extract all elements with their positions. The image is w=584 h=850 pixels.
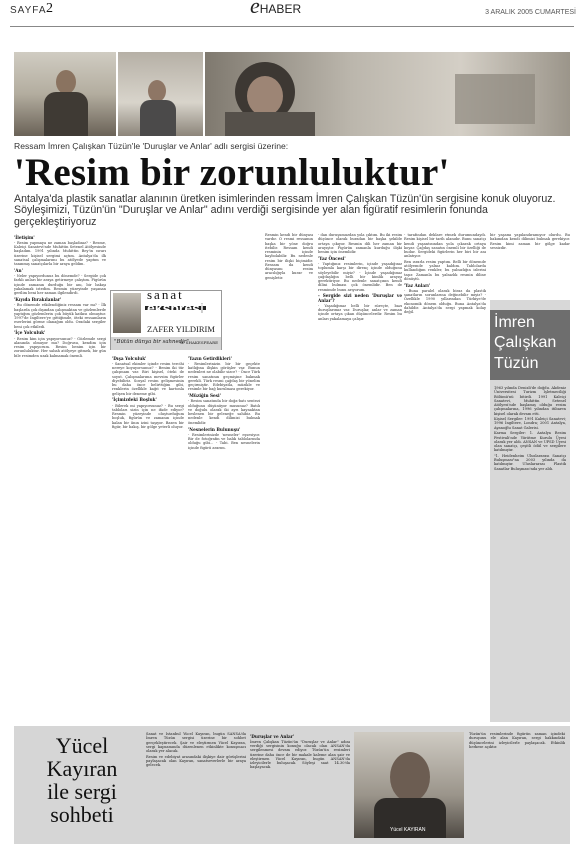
bio-name-3: Tüzün [494, 355, 539, 372]
subhead-icimizdeki-bosluk: 'İçimizdeki Boşluk' [112, 397, 157, 403]
article-kicker: Ressam İmren Çalışkan Tüzün'le 'Duruşlar ve Anlar' adlı sergisi üzerine: [14, 141, 289, 151]
yucel-kayiran-photo [354, 732, 464, 838]
section-label: SAYFA [10, 5, 47, 16]
column-title-suffix: i [199, 300, 204, 316]
box-title-line-3: ile sergi [47, 779, 117, 804]
article-column-2: 'Dışa Yolculuk' - Sanatsal ekimler içinde resim tercihi nereye koyuyorsunuz? - Benim iki tür çalışmam var. Biri kişisel, öteki de soyut. Çalışmalarıma mevsim figürler diyebiliriz. Sosyal resim gelişmesinin bu daha önce belirttiğim gibi, renklerin özellikle kağıt ve kartonla gelişen bir deneme gibi. 'İçimizdeki Boşluk' - Bilerek mi yapıyorsunuz? - Bu sergi tabloları sizin için ne ifade ediyor? Resmin yüzeyinde oluşturduğum boşluk, figürün ve zamanın içinde kalan bir ânın izini taşıyor. Bazen bir figür, bir bakış, bir gölge yeterli oluyor. [112, 355, 184, 429]
artist-main-photo [205, 52, 570, 136]
box-column-3: Tüzün'ün resimlerinde figürün zaman içindeki duruşunu ele alan Kayıran, sergi hakkındaki düşüncelerini izleyicilerle paylaşacak. Etkinlik herkese açıktır. [469, 732, 565, 749]
column-motto-author: W. SHAKESPEARE [179, 340, 218, 345]
subhead-yazin-getirdikleri: 'Yazın Getirdikleri' [188, 355, 232, 361]
box-title-line-1: Yücel [55, 733, 109, 758]
subhead-kiyida: 'Kıyıda Bırakılanlar' [14, 297, 62, 303]
box-subhead: 'Duruşlar ve Anlar' [250, 733, 295, 739]
article-column-6: bir yaşamı yapılandıramıyor olurdu. Bu bakımdan kendi dilimizi bulmak gerekiyor. Resim kimi zaman bir gölge kadar sessizdir. [490, 233, 570, 250]
article-lead: Antalya'da plastik sanatlar alanının üretken isimlerinden ressam İmren Çalışkan Tüzün'ün sergisine konuk oluyoruz. Söyleşimizi, Tüzün'ün "Duruşlar ve Anlar" adını verdiği sergisinde yer alan figüratif resimlerin fonunda gerçekleştiriyoruz [14, 193, 556, 228]
logo-e: e [250, 0, 260, 18]
columnist-photo [113, 293, 141, 333]
column-header-box [110, 287, 222, 350]
header-rule [10, 26, 574, 27]
column-motto-bar [111, 337, 221, 350]
box-title-line-4: sohbeti [50, 802, 114, 827]
box-column-1: Sanat ve İstanbul Yücel Kayıran, bugün SANSA'da İmren Tüzün sergisi üzerine bir sohbet gerçekleştirecek. Şair ve eleştirmen Yücel Kayıran, sergi kapsamında düzenlenen etkinlikte konuşmacı olarak yer alacak. Resim ve edebiyat arasındaki ilişkiye dair görüşlerini paylaşacak olan Kayıran, sanatseverlerle bir araya gelecek. [146, 732, 246, 768]
subhead-ice-yolculuk: 'İçe Yolculuk' [14, 330, 46, 336]
subhead-disa-yolculuk: 'Dışa Yolculuk' [112, 355, 147, 361]
box-title [22, 734, 142, 826]
issue-date: 3 ARALIK 2005 CUMARTESİ [485, 9, 576, 16]
article-headline: 'Resim bir zorunluluktur' [14, 151, 450, 194]
photo-caption: Yücel KAYIRAN [390, 827, 426, 833]
artist-portrait-photo [14, 52, 116, 136]
column-title-bottom [145, 300, 206, 316]
logo-rest: HABER [259, 2, 302, 16]
bio-title [490, 310, 570, 380]
article-column-4-top: Resmin kendi bir dünyası vardır. O resmi ressamın başka bir yöne doğru itebilir. Ressam kendi resminin içinde kaybolabilir. Bu nedenle resim bir ilişki biçimidir. Ressam da kendi dünyasını resim aracılığıyla kurar ve genişletir. [265, 233, 313, 280]
subhead-yaz-anlari: 'Yaz Anları' [404, 282, 431, 288]
page-number: 2 [46, 1, 53, 16]
subhead-iletisim: 'İletişim' [14, 234, 35, 240]
subhead-nesnelerin-bulunusu: 'Nesnelerin Bulunuşu' [188, 426, 241, 432]
article-column-3: 'Yazın Getirdikleri' - Resimlerinizin bir bir geçekte katlığına ilişkin görüşler var. Bunun nedenleri ne olabilir sizce? - Önce Türk resim sanatının geçmişine bakmak gerekli. Türk resmi çağdaş bir yönelim geçirmiştir. Edebiyatla, müzikle ve resimle bir bağ kurulması gerekiyor. 'Müziğin Sesi' - Resim sanatında bir doğa-batı sentezi olduğunu düşünüyor musunuz? Batılı ve doğulu olarak iki ayrı kaynaktan beslenen bir geleneğe sahibiz. Bu nedenle kendi dilimizi bulmak önemlidir. 'Nesnelerin Bulunuşu' - Resimlerinizde 'nesneler' eşsesiyor. Bir de fotoğrafın ve balık tablolarında olduğu gibi... - Tabi. Ben nesnelerin içinde figürü ararım. [188, 355, 260, 450]
page-header [10, 0, 576, 26]
bio-text: 1963 yılında Denizli'de doğdu. Akdeniz Üniversitesi Turizm İşletmeciliği Bölümü'nü bitirdi. 1991 Kaleiçi Sanatevi, Muhittin Setenel Atölyesi'nde başlamış olduğu resim çalışmalarına, 1996 yılından itibaren kişisel olarak devam etti. Kişisel Sergiler: 1991 Kaleiçi Sanatevi; 1996 İngiltere, Londra; 2001 Antalya, Ayanoğlu Sanat Galerisi. Karma Sergiler: 1. Antalya Resim Festivali'nde Yürütme Kurulu Üyesi olarak yer aldı. ANSAN ve UPSD Üyesi olan sanatçı, çeşitli ödül ve sergilere katılmıştır. "1. Heidenheim Uluslararası Sanatçı Buluşması"na 2003 yılında da katılmıştır. Uluslararası Plastik Sanatlar Buluşması'nda yer aldı. [494, 386, 566, 471]
artist-desk-photo [118, 52, 203, 136]
column-title-top: sanat [147, 287, 184, 302]
column-title-word: ekspres [147, 300, 200, 316]
box-column-2: 'Duruşlar ve Anlar' İmren Çalışkan Tüzün'ün "Duruşlar ve Anlar" adını verdiği sergisinin konuğu olacak olan ANSAN'da sergilenmesi devam ediyor. Tüzün'ün resimleri üzerine daha önce de bir makale kaleme alan şair ve eleştirmen Yücel Kayıran, bugün ANSAN'da izleyicilerle buluşacak. Söyleşi saat 14.30'da başlayacak. [250, 733, 350, 770]
article-column-1: 'İletişim' - Resim yapmaya ne zaman başladınız? - Resme, Kaleiçi Sanatevi'nde Muhittin Setenel Atölyesinde başladım. 1991 yılında Muhittin Bey'in ısrarı üzerine kişisel sergimi açtım. Antalya'da ilk sanatsal çalışmalarımı bu atölyede yaptım ve tanınmış sanatçılarla bir araya geldim. 'An' - Neler yapıyordunuz bu dönemde? - Sergide çok farklı anları bir araya getirmeye çalıştım. Figürün içinde zamanın durduğu bir anı, bir bakışı yakalamak istedim. Resmin yüzeyinde yaşanan gerilim beni her zaman ilgilendirdi. 'Kıyıda Bırakılanlar' - Bu dönemde etkilendiğiniz ressam var mı? - İlk başlarda çok dışından çalışmaktan ve gözlemlerde yaptığım gözlemlerin çok büyük katkısı olmuştur. 1997'de İngiltere'ye gittiğimde, öteki ressamların eserlerini görme olanağım oldu. Oradaki sergiler beni çok etkiledi. 'İçe Yolculuk' - Resim kim için yapıyorsunuz? - Gözlemde sergi alanında olmuyor mu? Doğrusu, kendim için resim yapıyorum. Resim benim için bir zorunluluktur. Her sabah atölyeye gitmek, bir gün bile resimden uzak kalmamak önemli. [14, 234, 106, 358]
column-motto: "Bütün dünya bir sahnedir" [114, 339, 189, 345]
subhead-sergide-anlar: - Sergide sizi neden 'Duruşlar ve Anlar'? [318, 293, 402, 303]
article-column-5: - tarafından deklare etmek durumundaydı. Resim kişisel bir tarih alanıdır. Bunu sanatçı kendi yaşantısından yola çıkarak ortaya koyar. Çağdaş sanatın önemli bir özelliği de budur. Sergideki figürlerin her biri bir anı anlatıyor. Ben ısrarla resim yaptım. Belli bir dönemde atölyemde yalnız kaldım. Tablolarda kullandığım renkler, bu yalnızlığın izlerini taşır. Zamanla bu yalnızlık resmin diline dönüştü. 'Yaz Anları' - Buna paralel olarak biraz da plastik sanatların sorunlarına değinebilir miyiz? - Özellikle 1990 yıllarından Türkiye'de ekonomik dönem olduğu. Buna Antalya'da dahildir. Antalya'da sergi yapmak kolay değil. [404, 233, 486, 315]
box-title-line-2: Kayıran [46, 756, 118, 781]
article-column-4: - dan duruşumuzdan yola çıktım. Bu iki resim düşünce olarak buradan bir başka şekilde ortaya çıkıyor. Resmin dili her zaman bir arayıştır. Figürün zamanla kurduğu ilişki benim için önemlidir. 'Yaz Öncesi' - Yaptığınız resimlerin, içinde yaşadığınız toplumla karşı bir direnç içinde olduğunu söyleyebilir miyiz? - İçinde yaşadığımız çağdaşlığın belli bir kimlik arayışı gerektiriyor. Bu nedenle sanatçının kendi dilini bulması çok önemlidir. Ben de resmimde bunu arıyorum. - Sergide sizi neden 'Duruşlar ve Anlar'? - Yaşadığımız belli bir süreçte, bazı duruşlarımız var. Duruşlar, anlar ve zaman içinde ortaya çıkan düşüncelerdir. Resim bu anları yakalamaya çalışır. [318, 233, 402, 321]
subhead-an: 'An' [14, 267, 23, 273]
bio-name-2: Çalışkan [494, 334, 557, 351]
columnist-name: ZAFER YILDIRIM [147, 324, 215, 334]
subhead-yaz-oncesi: 'Yaz Öncesi' [318, 255, 346, 261]
bio-name-1: İmren [494, 314, 535, 331]
newspaper-logo [250, 0, 302, 18]
subhead-muzigin-sesi: 'Müziğin Sesi' [188, 393, 221, 399]
interview-box [14, 726, 570, 844]
bio-box [490, 300, 570, 722]
